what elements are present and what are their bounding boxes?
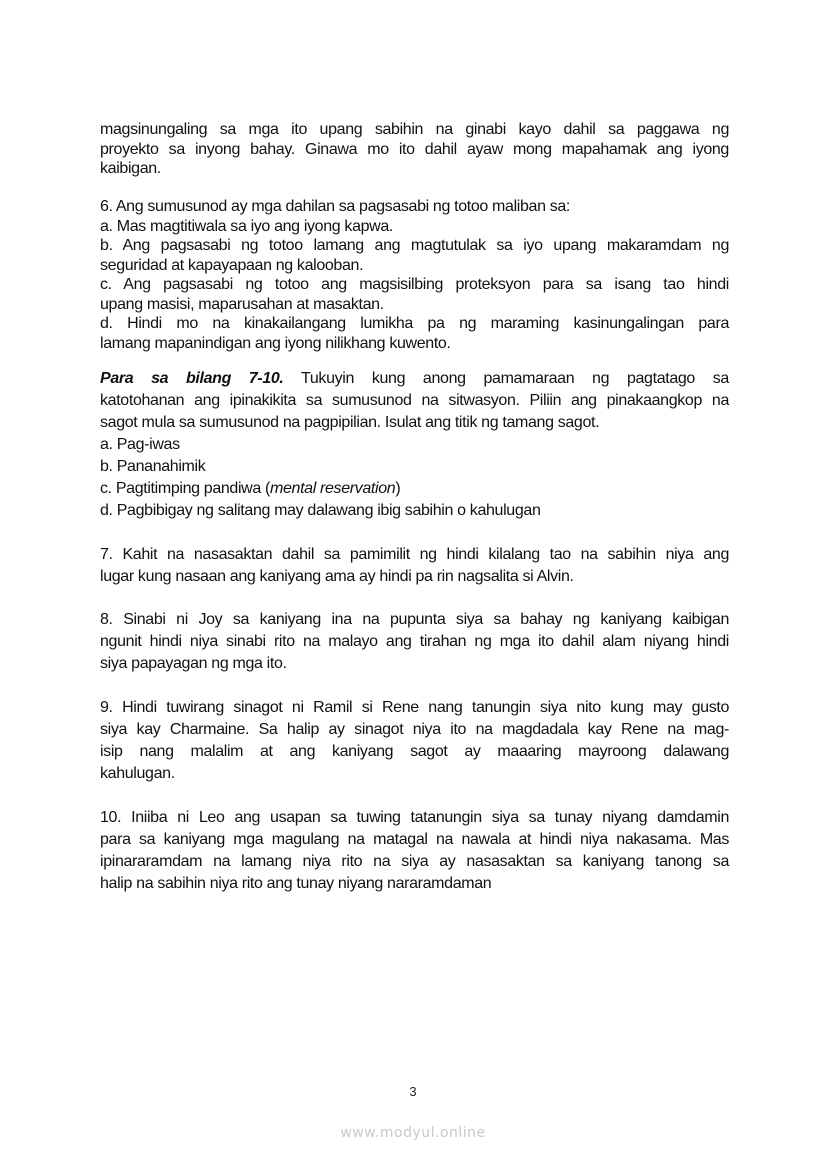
question-6 <box>100 197 729 353</box>
text-line: 7. Kahit na nasasaktan dahil sa pamimilit ng hindi kilalang tao na sabihin niya ang <box>100 546 729 563</box>
text-line: proyekto sa inyong bahay. Ginawa mo ito dahil ayaw mong mapahamak ang iyong <box>100 140 729 158</box>
option-c: c. Pagtitimping pandiwa (mental reservation) <box>100 480 401 497</box>
question-8 <box>100 609 729 675</box>
choice-b-line2: seguridad at kapayapaan ng kalooban. <box>100 256 364 274</box>
option-b: b. Pananahimik <box>100 458 206 475</box>
text-line: ipinararamdam na lamang niya rito na siya ay nasasaktan sa kaniyang tanong sa <box>100 853 729 870</box>
text-line: halip na sabihin niya rito ang tunay niyang nararamdaman <box>100 875 492 892</box>
choice-c-line2: upang masisi, maparusahan at masaktan. <box>100 295 384 313</box>
question-9 <box>100 697 729 785</box>
choice-d-line2: lamang mapanindigan ang iyong nilikhang kuwento. <box>100 334 451 352</box>
question-stem: 6. Ang sumusunod ay mga dahilan sa pagsasabi ng totoo maliban sa: <box>100 198 571 215</box>
text-line: kahulugan. <box>100 765 175 782</box>
choice-b-line1: b. Ang pagsasabi ng totoo lamang ang magtutulak sa iyo upang makaramdam ng <box>100 237 729 254</box>
text-line: ngunit hindi niya sinabi rito na malayo ang tirahan ng mga ito dahil alam niyang hindi <box>100 633 729 650</box>
option-a: a. Pag-iwas <box>100 436 180 453</box>
instructions-line1: Para sa bilang 7-10. Tukuyin kung anong pamamaraan ng pagtatago sa <box>100 370 729 387</box>
continuation-paragraph <box>100 120 729 179</box>
text-line: siya kay Charmaine. Sa halip ay sinagot niya ito na magdadala kay Rene na mag- <box>100 721 729 738</box>
instructions-line2: katotohanan ang ipinakikita sa sumusunod na sitwasyon. Piliin ang pinakaangkop na <box>100 392 729 409</box>
instructions-label: Para sa bilang 7-10. <box>100 370 284 387</box>
text-line: 8. Sinabi ni Joy sa kaniyang ina na pupunta siya sa bahay ng kaniyang kaibigan <box>100 611 729 628</box>
question-10 <box>100 807 729 895</box>
text-line: kaibigan. <box>100 160 161 177</box>
watermark: www.modyul.online <box>340 1125 486 1141</box>
text-line: 9. Hindi tuwirang sinagot ni Ramil si Rene nang tanungin siya nito kung may gusto <box>100 699 729 716</box>
choice-a: a. Mas magtitiwala sa iyo ang iyong kapwa. <box>100 217 394 235</box>
instructions-line3: sagot mula sa sumusunod na pagpipilian. Isulat ang titik ng tamang sagot. <box>100 414 600 431</box>
instructions-7-10 <box>100 368 729 522</box>
text-line: para sa kaniyang mga magulang na matagal na nawala at hindi niya nakasama. Mas <box>100 831 729 848</box>
text-line: 10. Iniiba ni Leo ang usapan sa tuwing tatanungin siya sa tunay niyang damdamin <box>100 809 729 826</box>
text-line: magsinungaling sa mga ito upang sabihin na ginabi kayo dahil sa paggawa ng <box>100 121 729 138</box>
option-d: d. Pagbibigay ng salitang may dalawang ibig sabihin o kahulugan <box>100 502 541 519</box>
choice-d-line1: d. Hindi mo na kinakailangang lumikha pa ng maraming kasinungalingan para <box>100 315 729 332</box>
text-line: isip nang malalim at ang kaniyang sagot ay maaaring mayroong dalawang <box>100 743 729 760</box>
text-line: siya papayagan ng mga ito. <box>100 655 287 672</box>
question-7 <box>100 544 729 588</box>
choice-c-line1: c. Ang pagsasabi ng totoo ang magsisilbing proteksyon para sa isang tao hindi <box>100 276 729 293</box>
page-number: 3 <box>409 1084 417 1099</box>
text-line: lugar kung nasaan ang kaniyang ama ay hindi pa rin nagsalita si Alvin. <box>100 568 574 585</box>
